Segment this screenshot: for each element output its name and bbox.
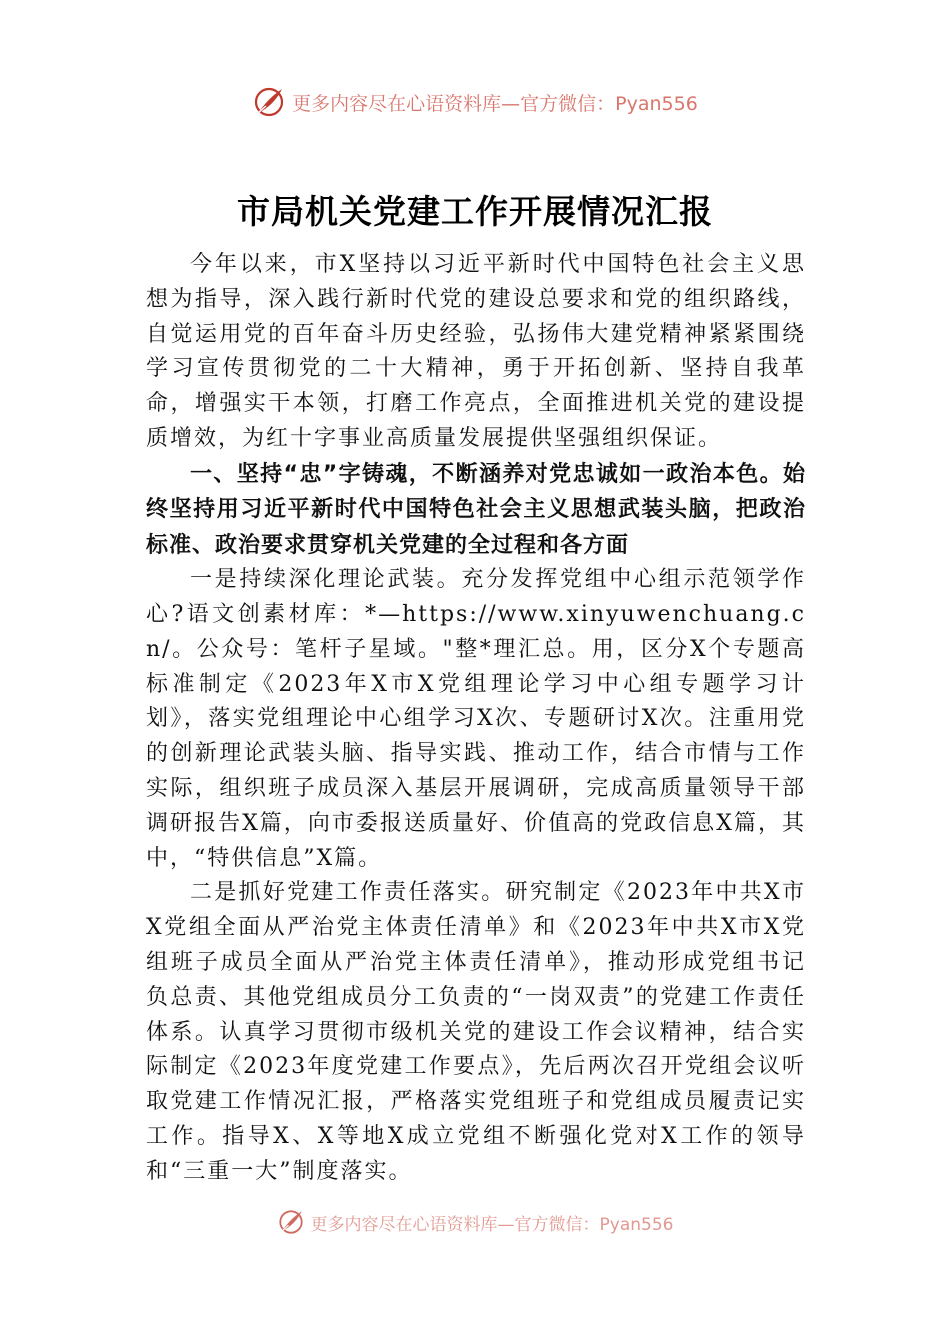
quill-logo-icon [252, 85, 286, 119]
section-heading: 一、坚持“忠”字铸魂，不断涵养对党忠诚如一政治本色。始终坚持用习近平新时代中国特色社会主义思想武装头脑，把政治标准、政治要求贯穿机关党建的全过程和各方面 [146, 461, 806, 558]
body-paragraph: 一是持续深化理论武装。充分发挥党组中心组示范领学作心?语文创素材库：*—https://www.xinyuwenchuang.cn/。公众号：笔杆子星域。"整*理汇总。用，区分X个专题高标准制定《2023年X市X党组理论学习中心组专题学习计划》，落实党组理论中心组学习X次、专题研讨X次。注重用党的创新理论武装头脑、指导实践、推动工作，结合市情与工作实际，组织班子成员深入基层开展调研，完成高质量领导干部调研报告X篇，向市委报送质量好、价值高的党政信息X篇，其中，“特供信息”X篇。 [146, 567, 806, 871]
document-title: 市局机关党建工作开展情况汇报 [237, 192, 713, 231]
intro-paragraph: 今年以来，市X坚持以习近平新时代中国特色社会主义思想为指导，深入践行新时代党的建设总要求和党的组织路线，自觉运用党的百年奋斗历史经验，弘扬伟大建党精神紧紧围绕学习宣传贯彻党的二十大精神，勇于开拓创新、坚持自我革命，增强实干本领，打磨工作亮点，全面推进机关党的建设提质增效，为红十字事业高质量发展提供坚强组织保证。 [146, 252, 806, 451]
watermark-text: 更多内容尽在心语资料库—官方微信：Pyan556 [310, 1214, 674, 1235]
body-paragraph: 二是抓好党建工作责任落实。研究制定《2023年中共X市X党组全面从严治党主体责任清单》和《2023年中共X市X党组班子成员全面从严治党主体责任清单》，推动形成党组书记负总责、其他党组成员分工负责的“一岗双责”的党建工作责任体系。认真学习贯彻市级机关党的建设工作会议精神，结合实际制定《2023年度党建工作要点》，先后两次召开党组会议听取党建工作情况汇报，严格落实党组班子和党组成员履责记实工作。指导X、X等地X成立党组不断强化党对X工作的领导和“三重一大”制度落实。 [146, 880, 806, 1184]
watermark-text: 更多内容尽在心语资料库—官方微信：Pyan556 [292, 92, 698, 115]
header-watermark [0, 85, 950, 119]
document-body [146, 248, 806, 1190]
footer-watermark [0, 1208, 950, 1236]
quill-logo-icon [277, 1208, 305, 1236]
